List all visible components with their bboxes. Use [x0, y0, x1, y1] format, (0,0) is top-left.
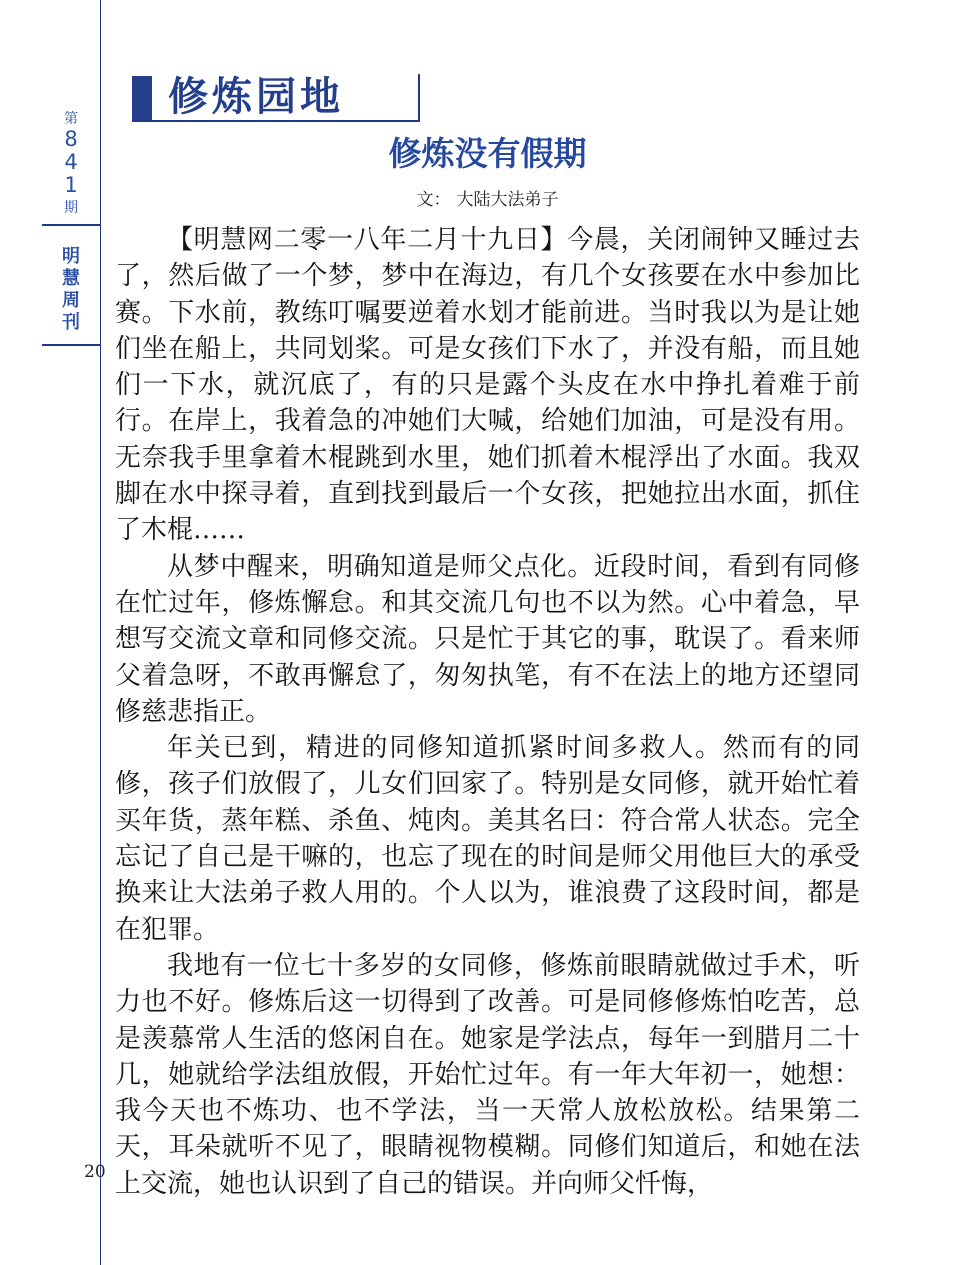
- paragraph: 我地有一位七十多岁的女同修，修炼前眼睛就做过手术，听力也不好。修炼后这一切得到了改善。可是同修修炼怕吃苦，总是羡慕常人生活的悠闲自在。她家是学法点，每年一到腊月二十几，她就给学法组放假，开始忙过年。有一年大年初一，她想：我今天也不炼功、也不学法，当一天常人放松放松。结果第二天，耳朵就听不见了，眼睛视物模糊。同修们知道后，和她在法上交流，她也认识到了自己的错误。并向师父忏悔，: [115, 950, 860, 1199]
- issue-digit: 1: [64, 173, 78, 197]
- issue-digit: 4: [64, 150, 78, 174]
- magazine-name: [42, 246, 100, 334]
- paragraph: 从梦中醒来，明确知道是师父点化。近段时间，看到有同修在忙过年，修炼懈怠。和其交流几句也不以为然。心中着急，早想写交流文章和同修交流。只是忙于其它的事，耽误了。看来师父着急呀，不敢再懈怠了，匆匆执笔，有不在法上的地方还望同修慈悲指正。: [115, 551, 860, 727]
- margin-rule: [100, 0, 101, 1265]
- banner-bar: [132, 76, 152, 120]
- issue-divider-top: [42, 224, 100, 226]
- page-number: 20: [84, 1162, 106, 1182]
- article-body: [115, 222, 860, 1202]
- magazine-char: 周: [62, 290, 80, 311]
- issue-digit: 8: [64, 127, 78, 151]
- magazine-char: 明: [62, 246, 80, 267]
- magazine-char: 慧: [62, 268, 80, 289]
- byline-author: 大陆大法弟子: [456, 190, 559, 210]
- issue-prefix: 第: [64, 111, 78, 127]
- column-banner: [132, 74, 420, 122]
- article-title: 修炼没有假期: [388, 134, 587, 173]
- issue-suffix: 期: [64, 200, 78, 216]
- issue-number: [42, 110, 100, 217]
- magazine-char: 刊: [62, 312, 80, 333]
- paragraph: 年关已到，精进的同修知道抓紧时间多救人。然而有的同修，孩子们放假了，儿女们回家了。特别是女同修，就开始忙着买年货，蒸年糕、杀鱼、炖肉。美其名曰：符合常人状态。完全忘记了自己是干嘛的，也忘了现在的时间是师父用他巨大的承受换来让大法弟子救人用的。个人以为，谁浪费了这段时间，都是在犯罪。: [115, 733, 860, 945]
- byline-prefix: 文：: [416, 190, 451, 210]
- column-title: 修炼园地: [168, 74, 344, 120]
- issue-divider-bottom: [42, 344, 100, 346]
- paragraph: 【明慧网二零一八年二月十九日】今晨，关闭闹钟又睡过去了，然后做了一个梦，梦中在海边，有几个女孩要在水中参加比赛。下水前，教练叮嘱要逆着水划才能前进。当时我以为是让她们坐在船上，共同划桨。可是女孩们下水了，并没有船，而且她们一下水，就沉底了，有的只是露个头皮在水中挣扎着难于前行。在岸上，我着急的冲她们大喊，给她们加油，可是没有用。无奈我手里拿着木棍跳到水里，她们抓着木棍浮出了水面。我双脚在水中探寻着，直到找到最后一个女孩，把她拉出水面，抓住了木棍……: [115, 225, 860, 546]
- article-byline: [115, 188, 860, 212]
